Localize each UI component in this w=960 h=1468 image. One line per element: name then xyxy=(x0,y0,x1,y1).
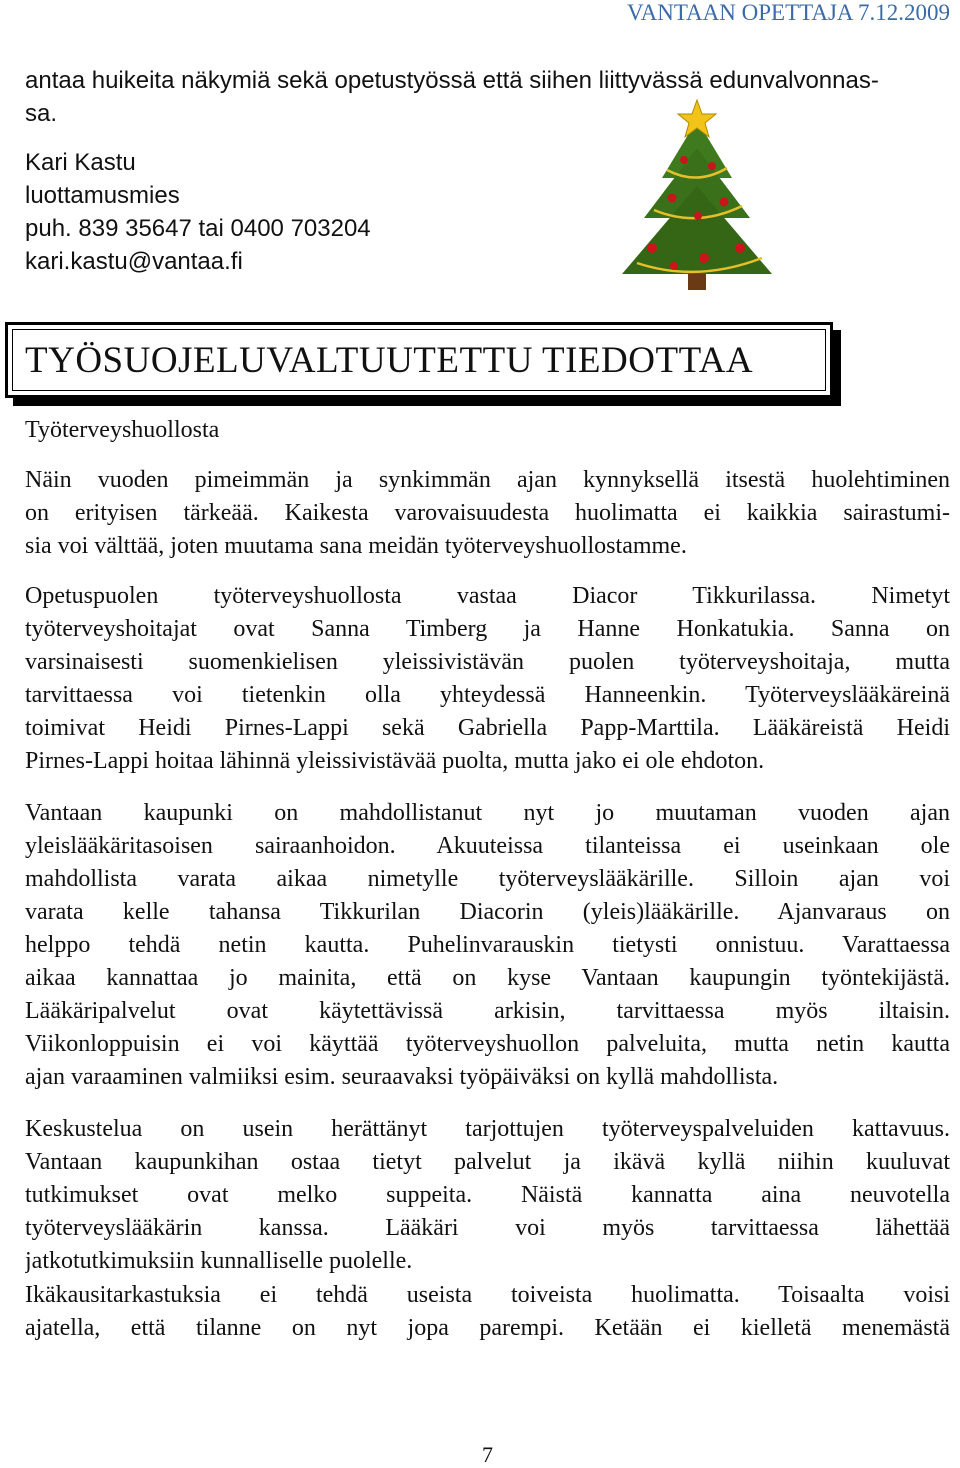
paragraph-5 xyxy=(25,1279,950,1345)
paragraph-line: helppo tehdä netin kautta. Puhelinvarauskin tietysti onnistuu. Varattaessa xyxy=(25,932,950,958)
paragraph-line: yleislääkäritasoisen sairaanhoidon. Akuuteissa tilanteissa ei useinkaan ole xyxy=(25,833,950,859)
paragraph-2 xyxy=(25,580,950,778)
intro-line-1: antaa huikeita näkymiä sekä opetustyössä että siihen liittyvässä edunvalvonnas- xyxy=(25,67,879,94)
paragraph-line: toimivat Heidi Pirnes-Lappi sekä Gabriella Papp-Marttila. Lääkäreistä Heidi xyxy=(25,715,950,741)
contact-role: luottamusmies xyxy=(25,182,180,209)
contact-email: kari.kastu@vantaa.fi xyxy=(25,248,243,275)
paragraph-line: Pirnes-Lappi hoitaa lähinnä yleissivistävää puolta, mutta jako ei ole ehdoton. xyxy=(25,748,765,774)
paragraph-line: tutkimukset ovat melko suppeita. Näistä kannatta aina neuvotella xyxy=(25,1182,950,1208)
paragraph-line: varsinaisesti suomenkielisen yleissivistävän puolen työterveyshoitaja, mutta xyxy=(25,649,950,675)
paragraph-line: tarvittaessa voi tietenkin olla yhteydessä Hanneenkin. Työterveyslääkäreinä xyxy=(25,682,950,708)
christmas-tree-icon xyxy=(612,98,782,298)
section-banner xyxy=(5,322,833,398)
paragraph-line: jatkotutkimuksiin kunnalliselle puolelle. xyxy=(25,1248,413,1274)
paragraph-4 xyxy=(25,1113,950,1278)
paragraph-line: työterveyslääkärin kanssa. Lääkäri voi myös tarvittaessa lähettää xyxy=(25,1215,950,1241)
paragraph-line: työterveyshoitajat ovat Sanna Timberg ja Hanne Honkatukia. Sanna on xyxy=(25,616,950,642)
paragraph-line: Vantaan kaupunkihan ostaa tietyt palvelut ja ikävä kyllä niihin kuuluvat xyxy=(25,1149,950,1175)
paragraph-line: mahdollista varata aikaa nimetylle työterveyslääkärille. Silloin ajan voi xyxy=(25,866,950,892)
paragraph-line: Opetuspuolen työterveyshuollosta vastaa Diacor Tikkurilassa. Nimetyt xyxy=(25,583,950,609)
paragraph-line: ajan varaaminen valmiiksi esim. seuraavaksi työpäiväksi on kyllä mahdollista. xyxy=(25,1064,779,1090)
paragraph-3 xyxy=(25,797,950,1094)
paragraph-line: Lääkäripalvelut ovat käytettävissä arkisin, tarvittaessa myös iltaisin. xyxy=(25,998,950,1024)
page-number: 7 xyxy=(482,1442,493,1467)
article-heading: Työterveyshuollosta xyxy=(25,417,220,443)
paragraph-line: Viikonloppuisin ei voi käyttää työterveyshuollon palveluita, mutta netin kautta xyxy=(25,1031,950,1057)
paragraph-line: Vantaan kaupunki on mahdollistanut nyt jo muutaman vuoden ajan xyxy=(25,800,950,826)
intro-line-2: sa. xyxy=(25,100,58,127)
paragraph-line: sia voi välttää, joten muutama sana meidän työterveyshuollostamme. xyxy=(25,533,687,559)
publication-header: VANTAAN OPETTAJA 7.12.2009 xyxy=(626,0,950,25)
paragraph-line: aikaa kannattaa jo mainita, että on kyse Vantaan kaupungin työntekijästä. xyxy=(25,965,950,991)
contact-name: Kari Kastu xyxy=(25,149,136,176)
paragraph-line: on erityisen tärkeää. Kaikesta varovaisuudesta huolimatta ei kaikkia sairastumi- xyxy=(25,500,950,526)
paragraph-line: Keskustelua on usein herättänyt tarjottujen työterveyspalveluiden kattavuus. xyxy=(25,1116,950,1142)
contact-phone: puh. 839 35647 tai 0400 703204 xyxy=(25,215,371,242)
banner-title: TYÖSUOJELUVALTUUTETTU TIEDOTTAA xyxy=(25,339,754,381)
paragraph-line: ajatella, että tilanne on nyt jopa parempi. Ketään ei kielletä menemästä xyxy=(25,1315,950,1341)
paragraph-line: varata kelle tahansa Tikkurilan Diacorin (yleis)lääkärille. Ajanvaraus on xyxy=(25,899,950,925)
paragraph-line: Ikäkausitarkastuksia ei tehdä useista toiveista huolimatta. Toisaalta voisi xyxy=(25,1282,950,1308)
paragraph-1 xyxy=(25,464,950,563)
paragraph-line: Näin vuoden pimeimmän ja synkimmän ajan kynnyksellä itsestä huolehtiminen xyxy=(25,467,950,493)
